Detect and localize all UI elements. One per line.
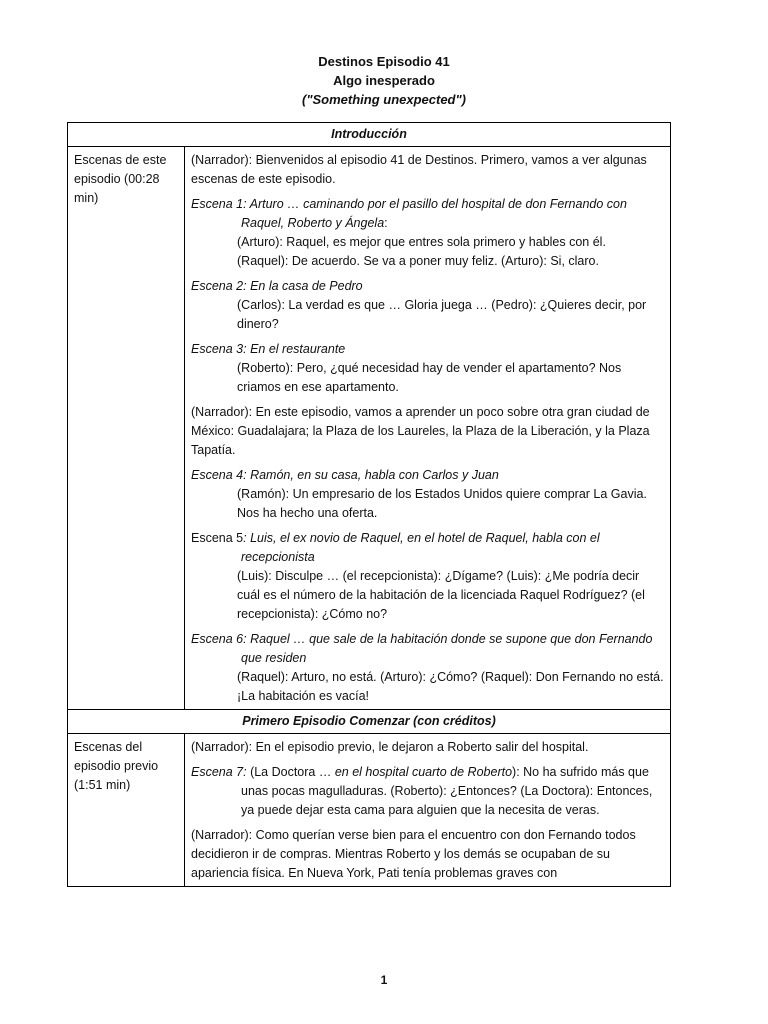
section-heading-introduccion: Introducción xyxy=(68,123,671,147)
table-row xyxy=(68,147,671,710)
scene-heading: Escena 7: (La Doctora … en el hospital cuarto de Roberto): No ha sufrido más que unas pocas magulladuras. (Roberto): ¿Entonces? (La Doctora): Entonces, ya puede dejar esta cama para alguien que la necesita de veras. xyxy=(191,765,653,817)
table-row xyxy=(68,734,671,887)
scene-heading: Escena 3: En el restaurante xyxy=(191,342,346,356)
document-subtitle-english: ("Something unexpected") xyxy=(301,92,466,107)
scene-dialogue: (Carlos): La verdad es que … Gloria juega … (Pedro): ¿Quieres decir, por dinero? xyxy=(237,298,647,331)
row-content xyxy=(185,734,671,887)
document-header xyxy=(0,52,768,109)
row-label: Escenas de este episodio (00:28 min) xyxy=(68,147,185,710)
narrator-line: (Narrador): En este episodio, vamos a aprender un poco sobre otra gran ciudad de México: Guadalajara; la Plaza de los Laureles, la Plaza de la Liberación, y la Plaza Tapatía. xyxy=(191,405,650,457)
narrator-line: (Narrador): En el episodio previo, le dejaron a Roberto salir del hospital. xyxy=(191,740,589,754)
scene-heading: Escena 4: Ramón, en su casa, habla con Carlos y Juan xyxy=(191,468,499,482)
scene-dialogue: (Raquel): Arturo, no está. (Arturo): ¿Cómo? (Raquel): Don Fernando no está. ¡La habitación es vacía! xyxy=(237,670,664,703)
scene-dialogue: (Arturo): Raquel, es mejor que entres sola primero y hables con él. (Raquel): De acuerdo. Se va a poner muy feliz. (Arturo): Si, claro. xyxy=(237,235,606,268)
document-subtitle: Algo inesperado xyxy=(333,73,435,88)
row-label: Escenas del episodio previo (1:51 min) xyxy=(68,734,185,887)
scene-dialogue: (Luis): Disculpe … (el recepcionista): ¿Dígame? (Luis): ¿Me podría decir cuál es el número de la habitación de la licenciada Raquel Rodríguez? (el recepcionista): ¿Cómo no? xyxy=(237,569,645,621)
scene-heading: Escena 6: Raquel … que sale de la habitación donde se supone que don Fernando que residen xyxy=(191,632,653,665)
script-table xyxy=(67,122,671,887)
document-title: Destinos Episodio 41 xyxy=(318,54,450,69)
scene-heading: Escena 2: En la casa de Pedro xyxy=(191,279,363,293)
scene-dialogue: (Roberto): Pero, ¿qué necesidad hay de vender el apartamento? Nos criamos en ese apartamento. xyxy=(237,361,622,394)
page-number: 1 xyxy=(380,973,388,987)
narrator-line: (Narrador): Como querían verse bien para el encuentro con don Fernando todos decidieron ir de compras. Mientras Roberto y los demás se ocupaban de su apariencia física. En Nueva York, Pati tenía problemas graves con xyxy=(191,828,636,880)
narrator-line: (Narrador): Bienvenidos al episodio 41 de Destinos. Primero, vamos a ver algunas escenas de este episodio. xyxy=(191,153,647,186)
scene-heading: Escena 5: Luis, el ex novio de Raquel, en el hotel de Raquel, habla con el recepcionista xyxy=(191,531,600,564)
scene-heading: Escena 1: Arturo … caminando por el pasillo del hospital de don Fernando con Raquel, Roberto y Ángela: xyxy=(191,197,627,230)
row-content xyxy=(185,147,671,710)
scene-dialogue: (Ramón): Un empresario de los Estados Unidos quiere comprar La Gavia. Nos ha hecho una oferta. xyxy=(237,487,647,520)
section-heading-primero-episodio: Primero Episodio Comenzar (con créditos) xyxy=(68,710,671,734)
